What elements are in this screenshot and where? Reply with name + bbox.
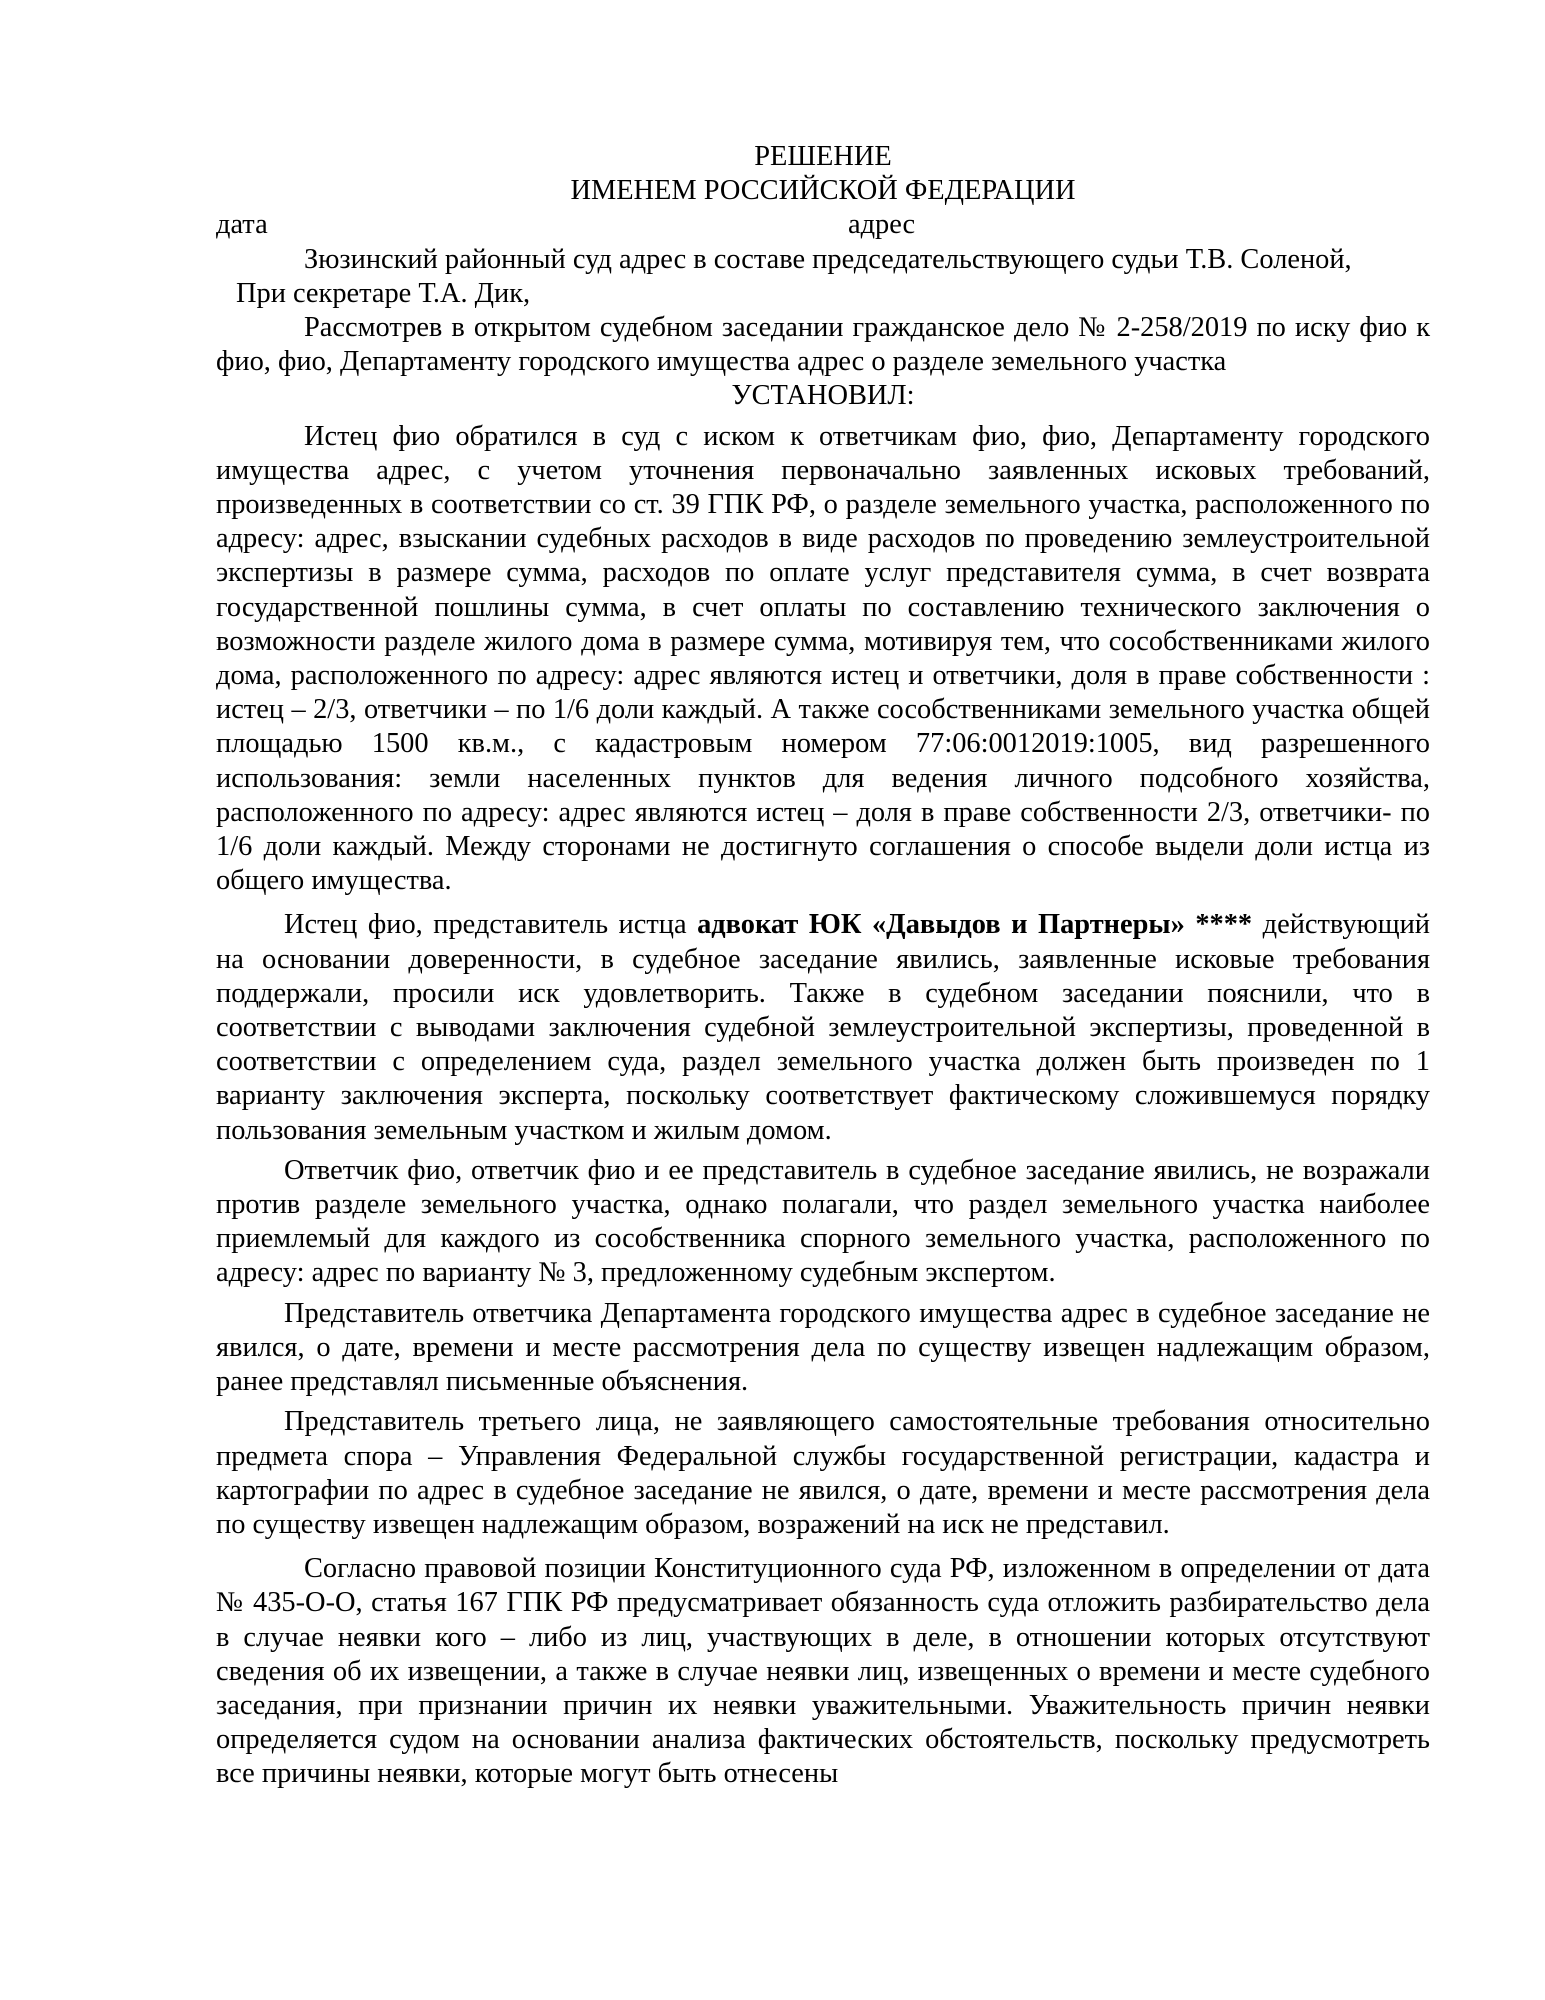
document-place: адрес <box>848 209 916 241</box>
paragraph-plaintiff <box>216 908 1430 1147</box>
document-title: РЕШЕНИЕ <box>754 141 892 172</box>
established-heading: УСТАНОВИЛ: <box>731 380 915 412</box>
document-date: дата <box>216 209 268 241</box>
secretary-line: При секретаре Т.А. Дик, <box>236 277 531 309</box>
paragraph-claim: Истец фио обратился в суд с иском к ответчикам фио, фио, Департаменту городского имущества адрес, с учетом уточнения первоначально заявленных исковых требований, произведенных в соответствии со ст. 39 ГПК РФ, о разделе земельного участка, расположенного по адресу: адрес, взыскании судебных расходов в виде расходов по проведению землеустроительной экспертизы в размере сумма, расходов по оплате услуг представителя сумма, в счет возврата государственной пошлины сумма, в счет оплаты по составлению технического заключения о возможности разделе жилого дома в размере сумма, мотивируя тем, что сособственниками жилого дома, расположенного по адресу: адрес являются истец и ответчики, доля в праве собственности : истец – 2/3, ответчики – по 1/6 доли каждый. А также сособственниками земельного участка общей площадью 1500 кв.м., с кадастровым номером 77:06:0012019:1005, вид разрешенного использования: земли населенных пунктов для ведения личного подсобного хозяйства, расположенного по адресу: адрес являются истец – доля в праве собственности 2/3, ответчики- по 1/6 доли каждый. Между сторонами не достигнуто соглашения о способе выдели доли истца из общего имущества. <box>216 420 1430 897</box>
court-composition: Зюзинский районный суд адрес в составе председательствующего судьи Т.В. Соленой, <box>304 243 1352 275</box>
document-subtitle: ИМЕНЕМ РОССИЙСКОЙ ФЕДЕРАЦИИ <box>570 175 1076 207</box>
document-header <box>216 140 1430 208</box>
paragraph-third-party: Представитель третьего лица, не заявляющего самостоятельные требования относительно предмета спора – Управления Федеральной службы государственной регистрации, кадастра и картографии по адрес в судебное заседание не явился, о дате, времени и месте рассмотрения дела по существу извещен надлежащим образом, возражений на иск не представил. <box>216 1406 1430 1540</box>
paragraph-constitutional-court: Согласно правовой позиции Конституционного суда РФ, изложенном в определении от дата № 435-О-О, статья 167 ГПК РФ предусматривает обязанность суда отложить разбирательство дела в случае неявки кого – либо из лиц, участвующих в деле, в отношении которых отсутствуют сведения об их извещении, а также в случае неявки лиц, извещенных о времени и месте судебного заседания, при признании причин их неявки уважительными. Уважительность причин неявки определяется судом на основании анализа фактических обстоятельств, поскольку предусмотреть все причины неявки, которые могут быть отнесены <box>216 1553 1430 1790</box>
paragraph-defendant: Ответчик фио, ответчик фио и ее представитель в судебное заседание явились, не возражали против разделе земельного участка, однако полагали, что раздел земельного участка наиболее приемлемый для каждого из сособственника спорного земельного участка, расположенного по адресу: адрес по варианту № 3, предложенному судебным экспертом. <box>216 1154 1430 1289</box>
advocate-name: адвокат ЮК «Давыдов и Партнеры» **** <box>697 909 1253 941</box>
paragraph-plaintiff-rest: действующий на основании доверенности, в судебное заседание явились, заявленные исковые требования поддержали, просили иск удовлетворить. Также в судебном заседании пояснили, что в соответствии с выводами заключения судебной землеустроительной экспертизы, проведенной в соответствии с определением суда, раздел земельного участка должен быть произведен по 1 варианту заключения эксперта, поскольку соответствует фактическому сложившемуся порядку пользования земельным участком и жилым домом. <box>216 909 1430 1146</box>
paragraph-department: Представитель ответчика Департамента городского имущества адрес в судебное заседание не явился, о дате, времени и месте рассмотрения дела по существу извещен надлежащим образом, ранее представлял письменные объяснения. <box>216 1297 1430 1398</box>
document-page <box>216 140 1430 1792</box>
case-description: Рассмотрев в открытом судебном заседании гражданское дело № 2-258/2019 по иску фио к фио, фио, Департаменту городского имущества адрес о разделе земельного участка <box>216 312 1430 378</box>
date-place-row <box>216 208 1430 242</box>
paragraph-plaintiff-start: Истец фио, представитель истца <box>284 909 698 941</box>
